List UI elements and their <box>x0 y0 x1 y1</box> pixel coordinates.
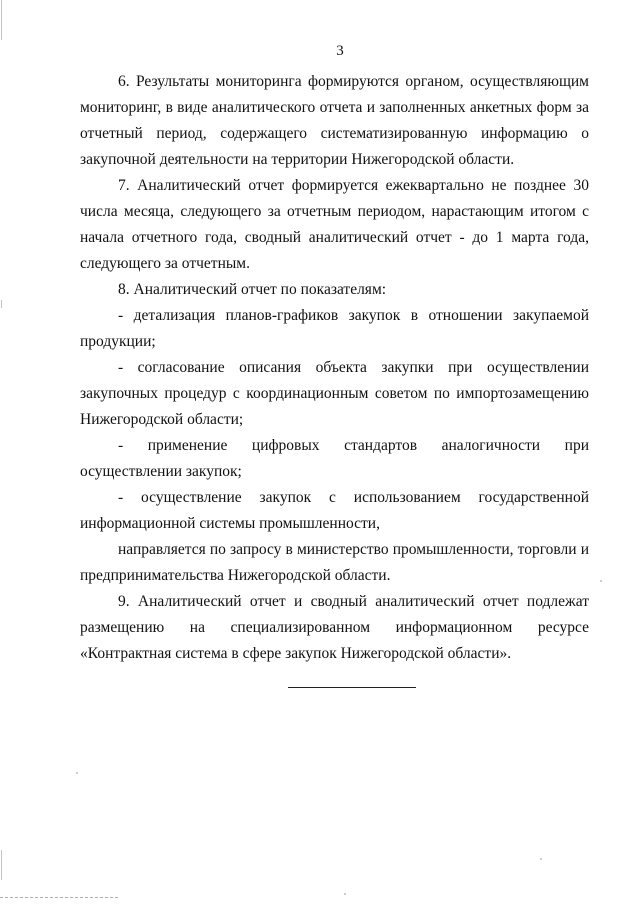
scan-speck <box>540 858 542 860</box>
paragraph-8-list-item: - применение цифровых стандартов аналогичности при осуществлении закупок; <box>80 437 589 480</box>
scan-speck <box>76 772 78 774</box>
scan-edge-mark <box>1 300 2 308</box>
paragraph-7: 7. Аналитический отчет формируется ежеквартально не позднее 30 числа месяца, следующего за отчетным периодом, нарастающим итогом с начала отчетного года, сводный аналитический отчет - до 1 марта года, следующего за отчетным. <box>80 177 589 272</box>
scan-speck <box>344 893 346 895</box>
paragraph-8-list-item: - согласование описания объекта закупки при осуществлении закупочных процедур с координационным советом по импортозамещению Нижегородской области; <box>80 359 589 428</box>
paragraph-8-heading: 8. Аналитический отчет по показателям: <box>118 281 387 298</box>
document-body <box>80 69 589 667</box>
paragraph-9: 9. Аналитический отчет и сводный аналитический отчет подлежат размещению на специализированном информационном ресурсе «Контрактная система в сфере закупок Нижегородской области». <box>80 593 589 662</box>
paragraph-6: 6. Результаты мониторинга формируются органом, осуществляющим мониторинг, в виде аналитического отчета и заполненных анкетных форм за отчетный период, содержащего систематизированную информацию о закупочной деятельности на территории Нижегородской области. <box>80 73 589 168</box>
scan-edge-mark <box>1 0 2 40</box>
paragraph-8-list-item: - осуществление закупок с использованием государственной информационной системы промышленности, <box>80 489 589 532</box>
paragraph-8-list-item: - детализация планов-графиков закупок в отношении закупаемой продукции; <box>80 307 589 350</box>
scan-edge-mark <box>1 850 2 880</box>
scan-edge-dash <box>0 897 118 898</box>
scan-speck <box>600 580 602 582</box>
end-of-text-rule <box>288 687 416 688</box>
paragraph-8-conclusion: направляется по запросу в министерство промышленности, торговли и предпринимательства Нижегородской области. <box>80 541 589 584</box>
page-number: 3 <box>336 43 344 59</box>
